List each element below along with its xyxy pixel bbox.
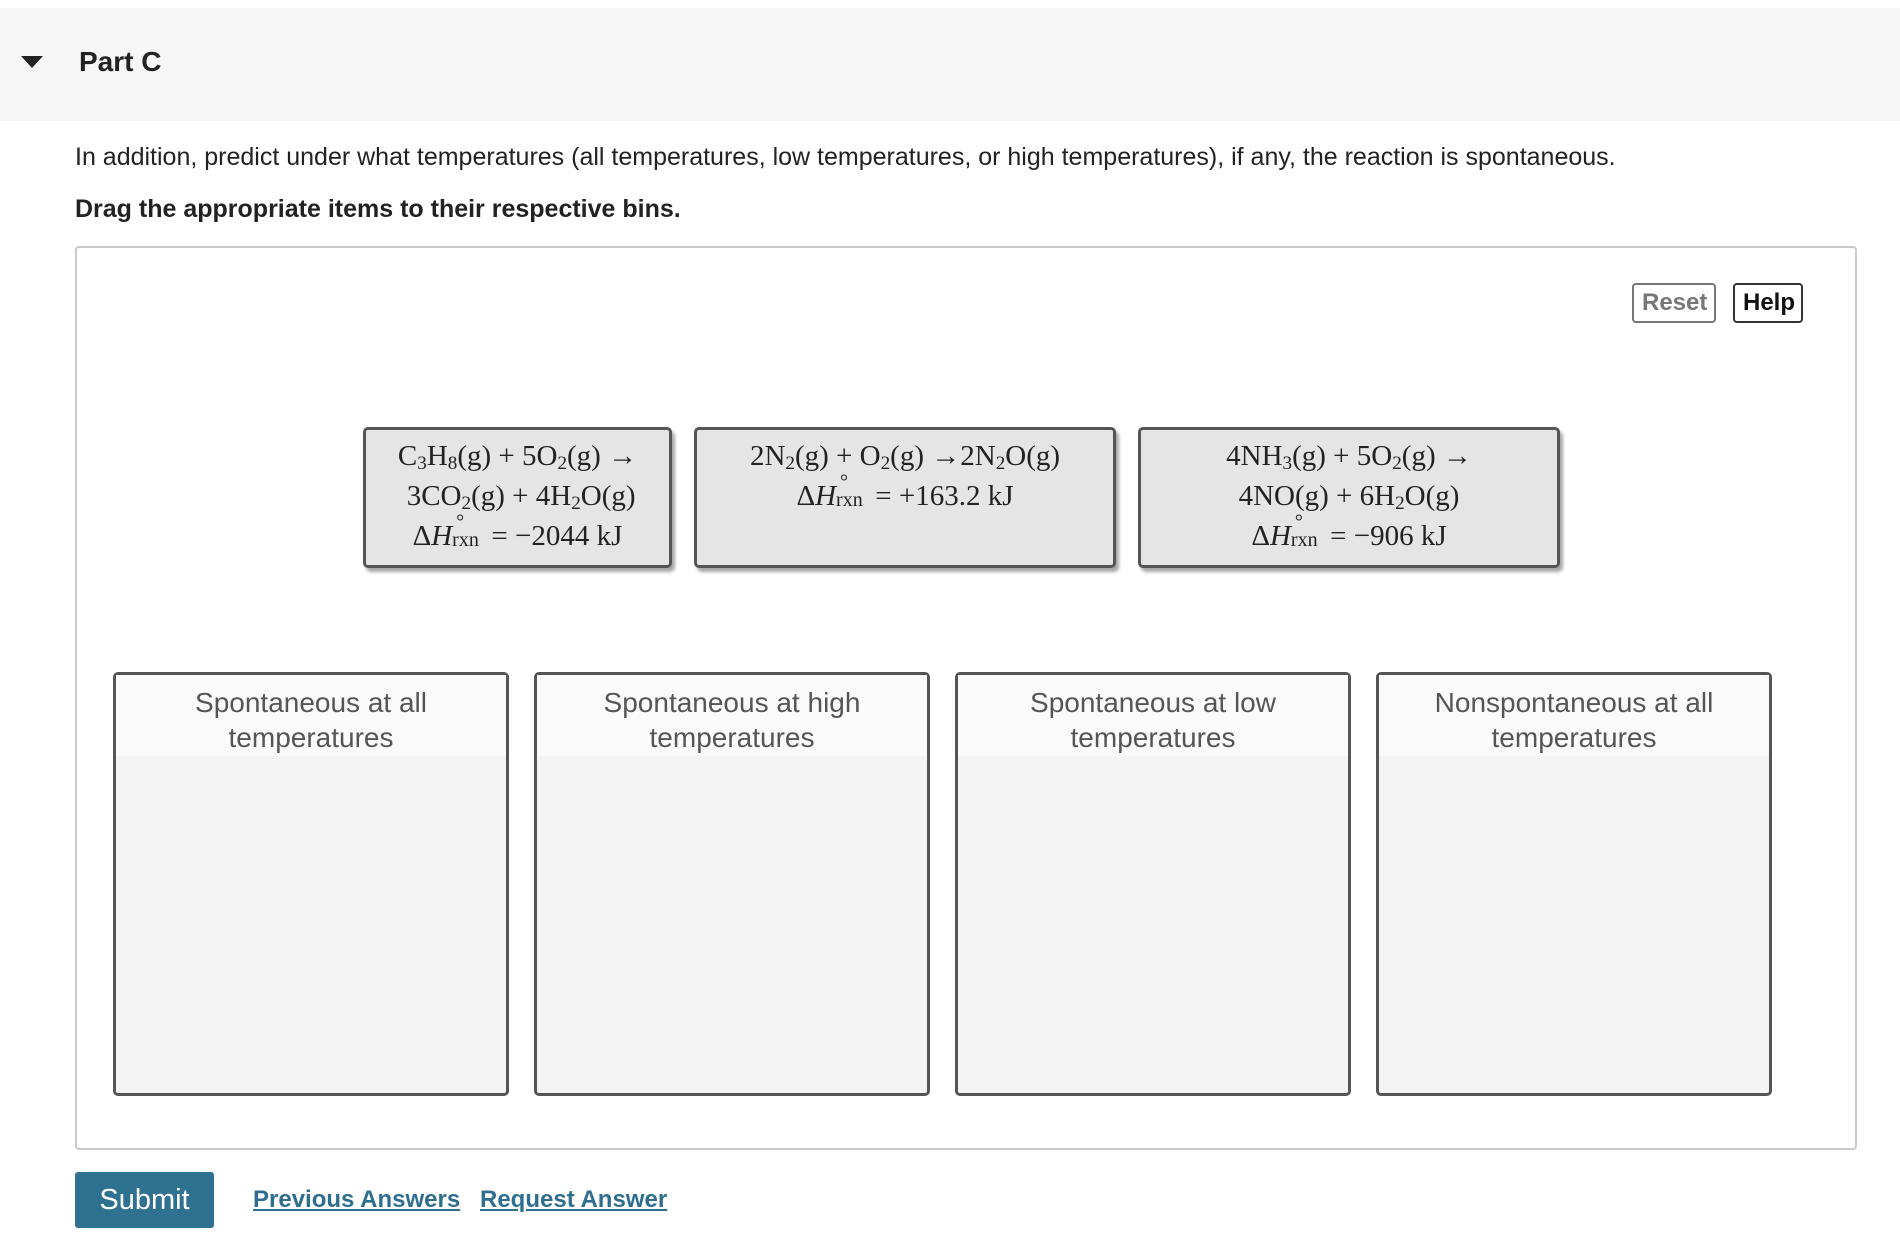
bin-title-line1: Nonspontaneous at all (1434, 687, 1714, 718)
previous-answers-link[interactable]: Previous Answers (253, 1186, 461, 1213)
bin-title-line1: Spontaneous at high (603, 687, 861, 718)
bin-spontaneous-all[interactable] (113, 672, 509, 1096)
help-button[interactable]: Help (1733, 283, 1803, 323)
bin-title-line2: temperatures (1070, 722, 1236, 753)
bin-spontaneous-low[interactable] (955, 672, 1351, 1096)
bin-title (1379, 675, 1769, 756)
bin-title-line1: Spontaneous at all (195, 687, 427, 718)
reaction-equation-line: $3CO_2(g) + 4H_2O(g)$ (399, 480, 636, 514)
bin-title-line2: temperatures (649, 722, 815, 753)
enthalpy-value: ΔH ° rxn = +163.2 kJ (796, 471, 1014, 512)
submit-button[interactable]: Submit (75, 1172, 214, 1228)
reaction-equation-line: $4NH_3(g) + 5O_2(g)$ → (1226, 440, 1472, 474)
draggable-item-propane-combustion[interactable] (363, 427, 672, 568)
collapse-caret-icon[interactable] (21, 56, 43, 68)
bin-title-line1: Spontaneous at low (1030, 687, 1276, 718)
bin-title (958, 675, 1348, 756)
draggable-item-nitrous-oxide-formation[interactable] (694, 427, 1116, 568)
reaction-equation-line: $4NO(g) + 6H_2O(g)$ (1238, 480, 1460, 514)
reaction-equation-line: $2N_2(g) + O_2(g) \to 2N_2O(g)$ (749, 440, 1061, 474)
part-title: Part C (79, 46, 162, 77)
question-instruction: In addition, predict under what temperatures (all temperatures, low temperatures, or high temperatures), if any, the reaction is spontaneous. (75, 143, 1616, 171)
bin-title (116, 675, 506, 756)
bin-title (537, 675, 927, 756)
enthalpy-value: ΔH ° rxn = −906 kJ (1251, 511, 1447, 552)
bin-spontaneous-high[interactable] (534, 672, 930, 1096)
drag-directive: Drag the appropriate items to their respective bins. (75, 195, 681, 223)
bin-title-line2: temperatures (1491, 722, 1657, 753)
request-answer-link[interactable]: Request Answer (480, 1186, 668, 1213)
bin-nonspontaneous-all[interactable] (1376, 672, 1772, 1096)
reaction-equation-line: $C_3H_8(g) + 5O_2(g)$ → (397, 440, 638, 474)
enthalpy-value: ΔH ° rxn = −2044 kJ (412, 511, 623, 552)
reset-button[interactable]: Reset (1632, 283, 1716, 323)
part-header[interactable] (0, 8, 1900, 121)
draggable-item-ammonia-oxidation[interactable] (1138, 427, 1560, 568)
bin-title-line2: temperatures (228, 722, 394, 753)
